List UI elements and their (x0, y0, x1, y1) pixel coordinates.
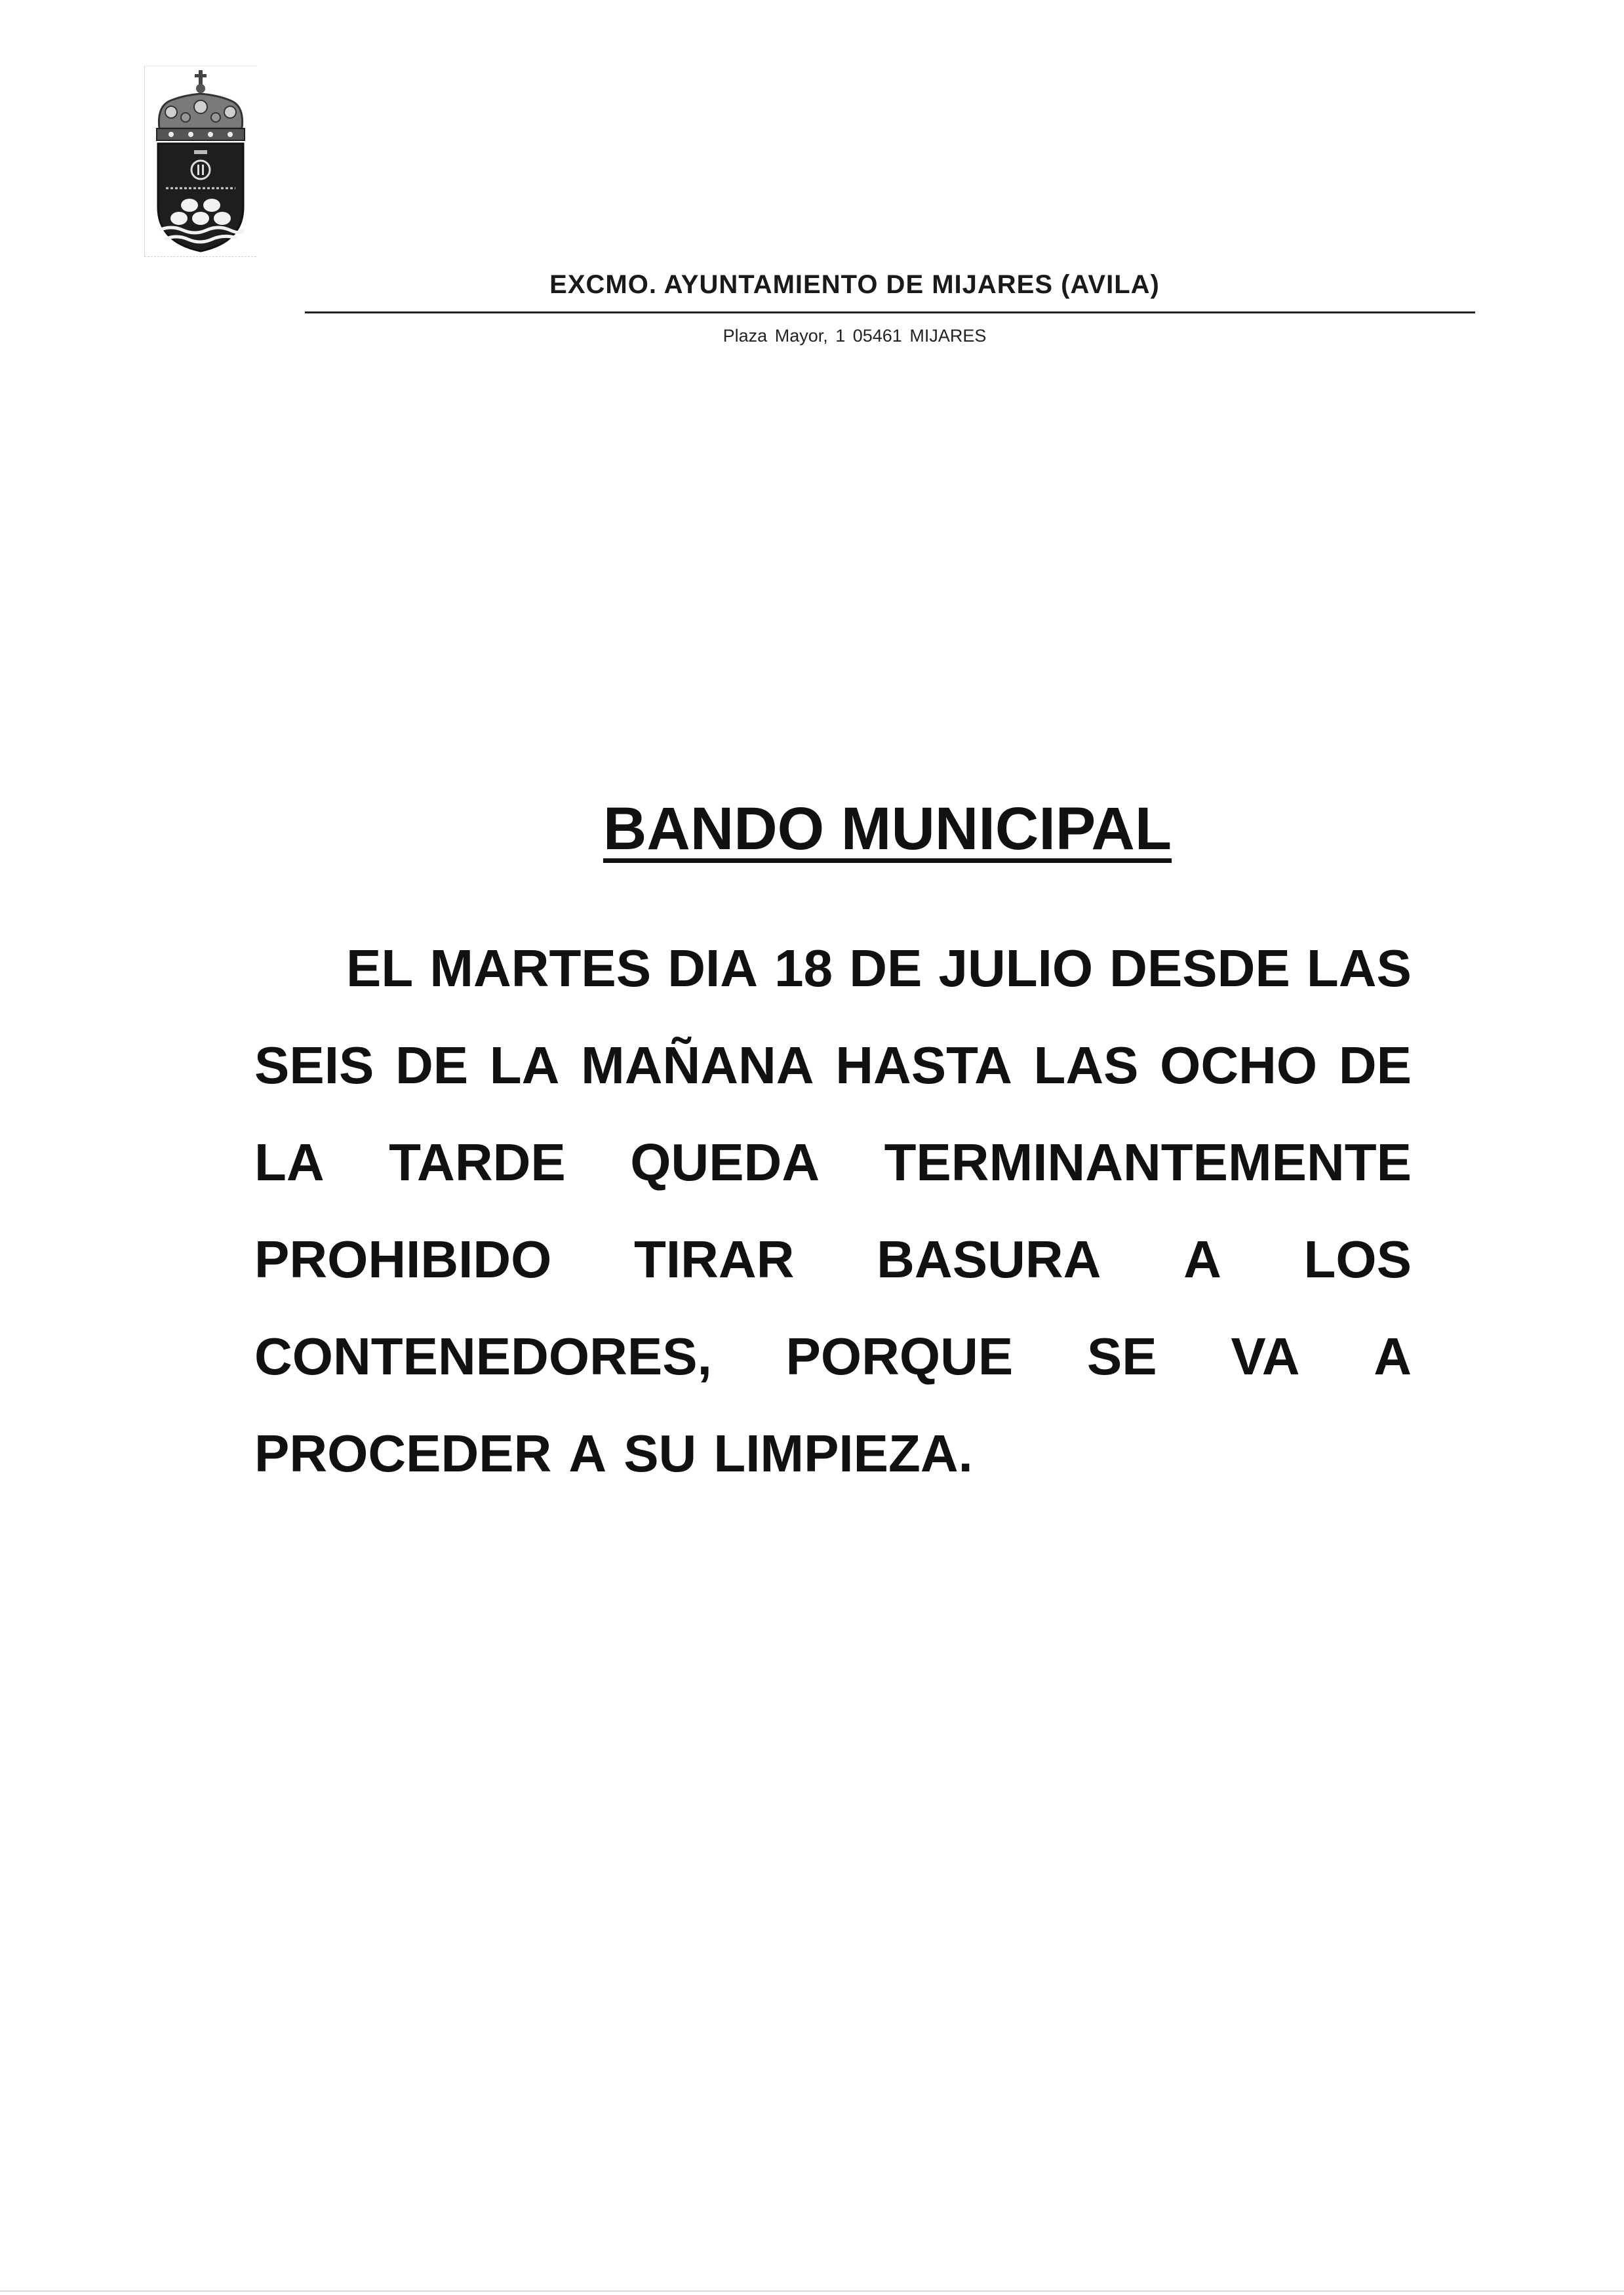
notice-title (0, 795, 1624, 864)
notice-word: PROHIBIDO (254, 1230, 552, 1288)
notice-word: SU (624, 1424, 697, 1483)
notice-word: TIRAR (634, 1230, 795, 1288)
notice-line (254, 920, 1412, 1017)
notice-word: SE (1086, 1327, 1157, 1386)
notice-word: DE (395, 1036, 469, 1094)
notice-word: LAS (1306, 939, 1412, 997)
header-divider (305, 311, 1475, 313)
municipality-name (0, 270, 1624, 300)
notice-word: DE (849, 939, 922, 997)
notice-word: PORQUE (785, 1327, 1014, 1386)
notice-word: BASURA (877, 1230, 1101, 1288)
notice-word: VA (1231, 1327, 1300, 1386)
municipality-address-text: Plaza Mayor, 1 05461 MIJARES (723, 326, 987, 346)
notice-line (254, 1114, 1412, 1211)
coat-of-arms-icon (144, 66, 256, 257)
notice-word: TARDE (389, 1133, 566, 1191)
notice-word: LA (254, 1133, 325, 1191)
notice-word: LIMPIEZA. (713, 1424, 973, 1483)
notice-word: EL (346, 939, 414, 997)
notice-word: QUEDA (630, 1133, 820, 1191)
notice-word: LA (489, 1036, 560, 1094)
notice-word: SEIS (254, 1036, 374, 1094)
notice-word: LAS (1033, 1036, 1139, 1094)
notice-word: HASTA (835, 1036, 1012, 1094)
notice-line (254, 1308, 1412, 1405)
notice-body (254, 920, 1412, 1502)
notice-word: MARTES (429, 939, 652, 997)
scan-edge (0, 2290, 1624, 2292)
notice-word: DESDE (1109, 939, 1290, 997)
notice-word: PROCEDER (254, 1424, 552, 1483)
notice-word: CONTENEDORES, (254, 1327, 712, 1386)
notice-word: A (1374, 1327, 1412, 1386)
notice-line (254, 1211, 1412, 1308)
notice-title-text: BANDO MUNICIPAL (603, 795, 1172, 862)
notice-word: OCHO (1160, 1036, 1318, 1094)
notice-word: TERMINANTEMENTE (884, 1133, 1412, 1191)
notice-word: A (568, 1424, 607, 1483)
notice-word: A (1183, 1230, 1221, 1288)
notice-line (254, 1017, 1412, 1114)
municipality-name-text: EXCMO. AYUNTAMIENTO DE MIJARES (AVILA) (549, 270, 1160, 299)
notice-word: DE (1338, 1036, 1412, 1094)
notice-word: 18 (774, 939, 833, 997)
notice-word: DIA (667, 939, 759, 997)
notice-line (254, 1405, 1412, 1502)
notice-word: JULIO (938, 939, 1094, 997)
notice-word: LOS (1303, 1230, 1412, 1288)
municipality-address (0, 326, 1624, 346)
notice-word: MAÑANA (581, 1036, 814, 1094)
